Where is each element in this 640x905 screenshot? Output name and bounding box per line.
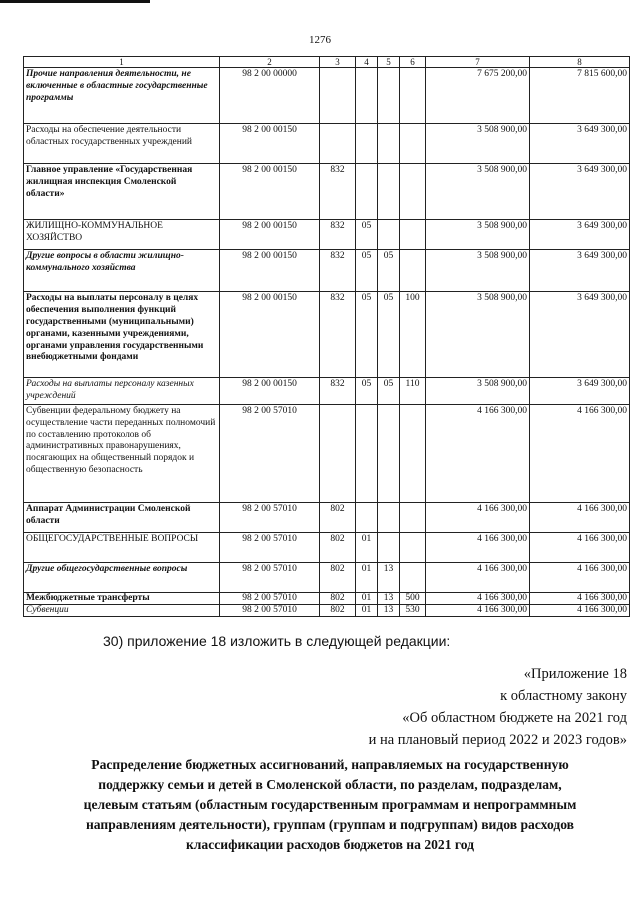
amount-2021-cell: 4 166 300,00 (426, 532, 530, 562)
table-row (24, 292, 630, 378)
expense-type-cell (400, 502, 426, 532)
amount-2021-cell: 4 166 300,00 (426, 404, 530, 502)
section-code-cell (356, 68, 378, 124)
expense-type-cell: 100 (400, 292, 426, 378)
amount-2022-cell: 4 166 300,00 (530, 604, 630, 616)
header-cell: 6 (400, 57, 426, 68)
row-name-cell: ОБЩЕГОСУДАРСТВЕННЫЕ ВОПРОСЫ (24, 532, 220, 562)
row-name-cell: Межбюджетные трансферты (24, 592, 220, 604)
ministry-code-cell (320, 68, 356, 124)
expense-type-cell (400, 220, 426, 250)
target-code-cell: 98 2 00 00150 (220, 164, 320, 220)
target-code-cell: 98 2 00 57010 (220, 404, 320, 502)
header-cell: 1 (24, 57, 220, 68)
target-code-cell: 98 2 00 57010 (220, 604, 320, 616)
amount-2021-cell: 3 508 900,00 (426, 378, 530, 405)
table-row (24, 604, 630, 616)
row-name-cell: ЖИЛИЩНО-КОММУНАЛЬНОЕ ХОЗЯЙСТВО (24, 220, 220, 250)
amount-2022-cell: 4 166 300,00 (530, 532, 630, 562)
expense-type-cell (400, 124, 426, 164)
appendix-line: к областному закону (500, 688, 627, 704)
header-cell: 8 (530, 57, 630, 68)
table-row (24, 562, 630, 592)
appendix-line: «Об областном бюджете на 2021 год (402, 710, 627, 726)
section-code-cell (356, 124, 378, 164)
subsection-code-cell: 05 (378, 378, 400, 405)
amount-2021-cell: 3 508 900,00 (426, 124, 530, 164)
table-row (24, 250, 630, 292)
subsection-code-cell: 05 (378, 250, 400, 292)
ministry-code-cell: 832 (320, 292, 356, 378)
expense-type-cell: 530 (400, 604, 426, 616)
subsection-code-cell: 05 (378, 292, 400, 378)
table-row (24, 220, 630, 250)
table-row (24, 592, 630, 604)
appendix-line: и на плановый период 2022 и 2023 годов» (368, 732, 627, 748)
amount-2021-cell: 4 166 300,00 (426, 562, 530, 592)
expense-type-cell (400, 404, 426, 502)
subsection-code-cell (378, 124, 400, 164)
table-row (24, 378, 630, 405)
subsection-code-cell (378, 532, 400, 562)
section-code-cell: 01 (356, 532, 378, 562)
ministry-code-cell: 802 (320, 502, 356, 532)
table-row (24, 532, 630, 562)
amount-2022-cell: 3 649 300,00 (530, 378, 630, 405)
amount-2021-cell: 4 166 300,00 (426, 502, 530, 532)
row-name-cell: Расходы на выплаты персоналу в целях обеспечения выполнения функций государственными (муниципальными) органами, казенными учреждениями, органами управления государственными внебюджетными фондами (24, 292, 220, 378)
title-line: целевым статьям (областным государственным программам и непрограммным (83, 797, 577, 812)
header-cell: 3 (320, 57, 356, 68)
subsection-code-cell: 13 (378, 604, 400, 616)
header-cell: 7 (426, 57, 530, 68)
ministry-code-cell: 832 (320, 164, 356, 220)
row-name-cell: Другие вопросы в области жилищно-коммунального хозяйства (24, 250, 220, 292)
amount-2021-cell: 4 166 300,00 (426, 604, 530, 616)
expense-type-cell (400, 68, 426, 124)
amendment-text: 30) приложение 18 изложить в следующей редакции: (103, 633, 451, 649)
title-line: Распределение бюджетных ассигнований, направляемых на государственную (91, 757, 569, 772)
row-name-cell: Прочие направления деятельности, не включенные в областные государственные программы (24, 68, 220, 124)
ministry-code-cell: 802 (320, 592, 356, 604)
section-code-cell: 05 (356, 250, 378, 292)
target-code-cell: 98 2 00 00000 (220, 68, 320, 124)
ministry-code-cell: 832 (320, 378, 356, 405)
ministry-code-cell: 832 (320, 250, 356, 292)
table-header-row (24, 57, 630, 68)
target-code-cell: 98 2 00 00150 (220, 250, 320, 292)
ministry-code-cell (320, 124, 356, 164)
amount-2022-cell: 3 649 300,00 (530, 292, 630, 378)
target-code-cell: 98 2 00 57010 (220, 502, 320, 532)
title-line: классификации расходов бюджетов на 2021 год (185, 837, 475, 852)
expense-type-cell (400, 562, 426, 592)
target-code-cell: 98 2 00 00150 (220, 124, 320, 164)
appendix-line: «Приложение 18 (523, 666, 627, 682)
target-code-cell: 98 2 00 57010 (220, 562, 320, 592)
amount-2022-cell: 3 649 300,00 (530, 124, 630, 164)
target-code-cell: 98 2 00 00150 (220, 220, 320, 250)
ministry-code-cell: 802 (320, 604, 356, 616)
amount-2021-cell: 3 508 900,00 (426, 292, 530, 378)
subsection-code-cell (378, 502, 400, 532)
ministry-code-cell: 802 (320, 562, 356, 592)
subsection-code-cell (378, 404, 400, 502)
subsection-code-cell (378, 164, 400, 220)
title-line: поддержку семьи и детей в Смоленской области, по разделам, подразделам, (98, 777, 562, 792)
row-name-cell: Главное управление «Государственная жилищная инспекция Смоленской области» (24, 164, 220, 220)
amount-2021-cell: 3 508 900,00 (426, 250, 530, 292)
section-code-cell: 01 (356, 592, 378, 604)
section-code-cell: 05 (356, 292, 378, 378)
header-cell: 5 (378, 57, 400, 68)
amount-2022-cell: 7 815 600,00 (530, 68, 630, 124)
expense-type-cell (400, 250, 426, 292)
title-line: направлениям деятельности), группам (группам и подгруппам) видов расходов (85, 817, 575, 832)
amount-2021-cell: 3 508 900,00 (426, 164, 530, 220)
header-cell: 2 (220, 57, 320, 68)
expense-type-cell (400, 532, 426, 562)
amount-2021-cell: 7 675 200,00 (426, 68, 530, 124)
amount-2022-cell: 4 166 300,00 (530, 592, 630, 604)
appendix-heading (267, 663, 627, 751)
amount-2022-cell: 4 166 300,00 (530, 502, 630, 532)
section-code-cell: 01 (356, 604, 378, 616)
subsection-code-cell (378, 220, 400, 250)
row-name-cell: Субвенции (24, 604, 220, 616)
table-row (24, 502, 630, 532)
row-name-cell: Другие общегосударственные вопросы (24, 562, 220, 592)
table-row (24, 68, 630, 124)
row-name-cell: Субвенции федеральному бюджету на осуществление части переданных полномочий по составлению протоколов об административных правонарушениях, посягающих на общественный порядок и общественную безопасность (24, 404, 220, 502)
table-row (24, 404, 630, 502)
target-code-cell: 98 2 00 00150 (220, 292, 320, 378)
page-number: 1276 (309, 34, 331, 46)
expense-type-cell (400, 164, 426, 220)
table-row (24, 164, 630, 220)
document-title (60, 755, 600, 855)
amount-2022-cell: 4 166 300,00 (530, 562, 630, 592)
amount-2022-cell: 3 649 300,00 (530, 164, 630, 220)
subsection-code-cell: 13 (378, 592, 400, 604)
expense-type-cell: 110 (400, 378, 426, 405)
amount-2022-cell: 3 649 300,00 (530, 250, 630, 292)
section-code-cell: 05 (356, 220, 378, 250)
section-code-cell (356, 502, 378, 532)
section-code-cell (356, 404, 378, 502)
amount-2021-cell: 4 166 300,00 (426, 592, 530, 604)
subsection-code-cell (378, 68, 400, 124)
target-code-cell: 98 2 00 00150 (220, 378, 320, 405)
expense-type-cell: 500 (400, 592, 426, 604)
amount-2022-cell: 4 166 300,00 (530, 404, 630, 502)
row-name-cell: Аппарат Администрации Смоленской области (24, 502, 220, 532)
budget-table (23, 56, 630, 617)
header-cell: 4 (356, 57, 378, 68)
ministry-code-cell: 802 (320, 532, 356, 562)
top-rule (0, 0, 150, 3)
target-code-cell: 98 2 00 57010 (220, 532, 320, 562)
amount-2021-cell: 3 508 900,00 (426, 220, 530, 250)
subsection-code-cell: 13 (378, 562, 400, 592)
table-row (24, 124, 630, 164)
ministry-code-cell (320, 404, 356, 502)
section-code-cell: 05 (356, 378, 378, 405)
target-code-cell: 98 2 00 57010 (220, 592, 320, 604)
ministry-code-cell: 832 (320, 220, 356, 250)
section-code-cell (356, 164, 378, 220)
section-code-cell: 01 (356, 562, 378, 592)
row-name-cell: Расходы на выплаты персоналу казенных учреждений (24, 378, 220, 405)
row-name-cell: Расходы на обеспечение деятельности областных государственных учреждений (24, 124, 220, 164)
amount-2022-cell: 3 649 300,00 (530, 220, 630, 250)
